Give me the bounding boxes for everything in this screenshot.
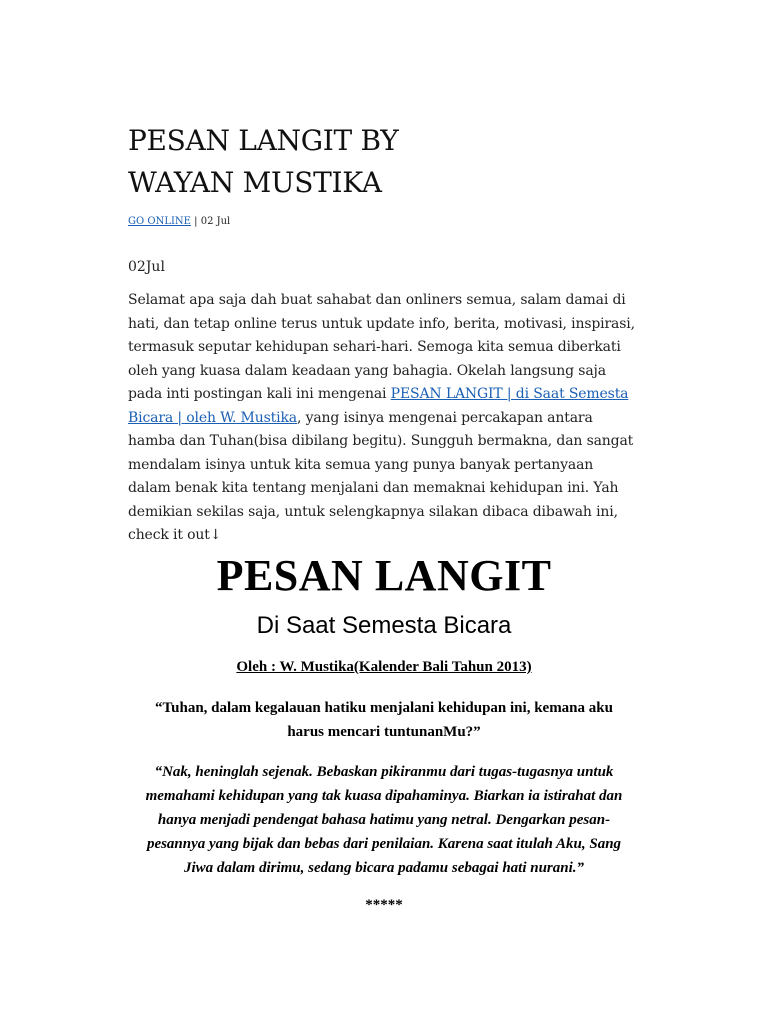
date-stamp: 02Jul <box>128 259 165 275</box>
poem-section <box>128 548 640 916</box>
paragraph-text-before: Selamat apa saja dah buat sahabat dan onliners semua, salam damai di hati, dan tetap online terus untuk update info, berita, motivasi, inspirasi, termasuk seputar kehidupan sehari-hari. Semoga kita semua diberkati oleh yang kuasa dalam keadaan yang bahagia. Okelah langsung saja pada inti postingan kali ini mengenai <box>128 292 635 402</box>
paragraph-text-after: , yang isinya mengenai percakapan antara hamba dan Tuhan(bisa dibilang begitu). Sungguh bermakna, dan sangat mendalam isinya untuk kita semua yang punya banyak pertanyaan dalam benak kita tentang menjalani dan memaknai kehidupan ini. Yah demikian sekilas saja, untuk selengkapnya silakan dibaca dibawah ini, check it out↓ <box>128 409 634 543</box>
article-title-line2: WAYAN MUSTIKA <box>128 166 382 199</box>
article-header <box>128 120 640 548</box>
poem-subtitle: Di Saat Semesta Bicara <box>256 612 512 639</box>
poem-question: “Tuhan, dalam kegalauan hatiku menjalani kehidupan ini, kemana aku harus mencari tuntunanMu?” <box>155 700 613 740</box>
category-link[interactable]: GO ONLINE <box>128 216 191 227</box>
poem-answer: “Nak, heninglah sejenak. Bebaskan pikiranmu dari tugas-tugasnya untuk memahami kehidupan yang tak kuasa dipahaminya. Biarkan ia istirahat dan hanya menjadi pendengat bahasa hatimu yang netral. Dengarkan pesan-pesannya yang bijak dan bebas dari penilaian. Karena saat itulah Aku, Sang Jiwa dalam dirimu, sedang bicara padamu sebagai hati nurani.” <box>145 764 623 876</box>
article-meta <box>128 216 640 227</box>
article-title <box>128 120 640 204</box>
poem-author: Oleh : W. Mustika(Kalender Bali Tahun 2013) <box>236 659 532 675</box>
poem-title: PESAN LANGIT <box>216 551 552 600</box>
article-paragraph <box>128 289 640 548</box>
meta-separator: | <box>190 216 201 227</box>
pesan-langit-link[interactable]: PESAN LANGIT | di Saat Semesta Bicara | oleh W. Mustika <box>128 386 629 426</box>
poem-separator: ***** <box>365 897 403 913</box>
meta-date: 02 Jul <box>200 216 231 227</box>
article-title-line1: PESAN LANGIT BY <box>128 124 399 157</box>
